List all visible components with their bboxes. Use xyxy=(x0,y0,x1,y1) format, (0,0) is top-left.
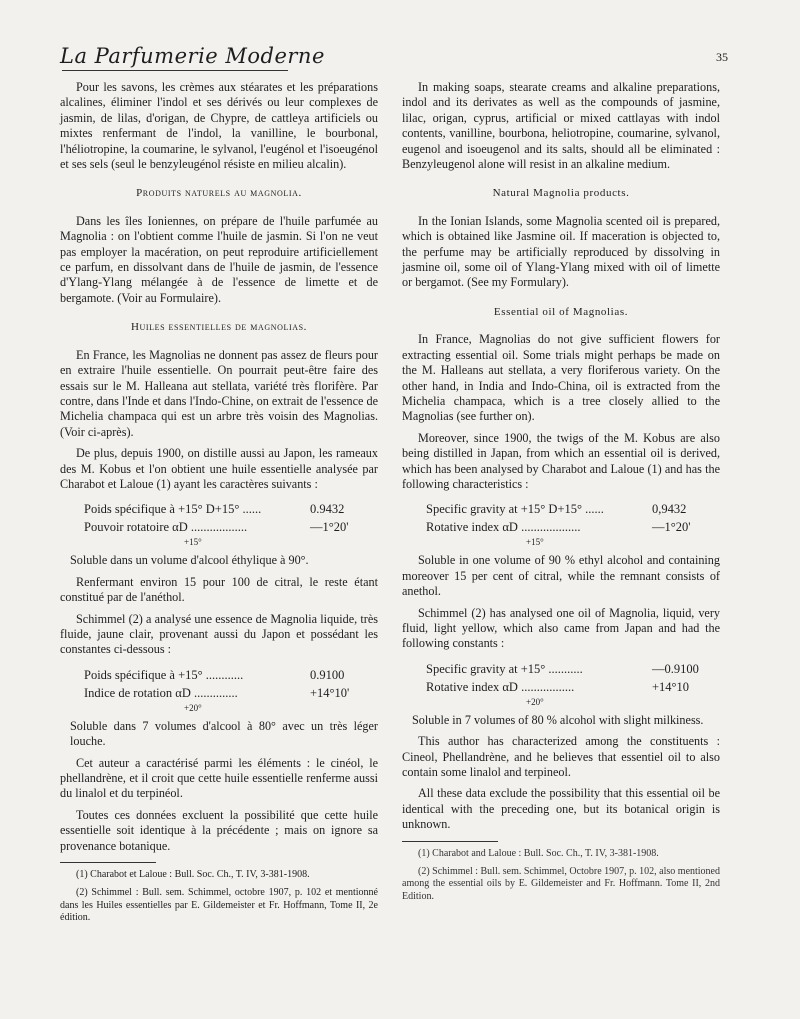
fr-spec1-note: Soluble dans un volume d'alcool éthylique à 90°. xyxy=(70,553,309,568)
spec-label: Specific gravity at +15° D+15° ...... xyxy=(426,502,604,517)
en-spec1-subscript: +15° xyxy=(526,537,544,548)
spec-label: Pouvoir rotatoire αD .................. xyxy=(84,520,248,535)
en-heading-essential-oils: Essential oil of Magnolias. xyxy=(493,305,629,318)
en-spec1-row-rotation xyxy=(426,520,720,538)
fr-paragraph-conclusion: Toutes ces données excluent la possibilité que cette huile essentielle soit identique à la précédente ; mais on ignore sa provenance botanique. xyxy=(60,807,378,853)
fr-spec1-row-gravity xyxy=(84,502,378,520)
fr-spec2-note: Soluble dans 7 volumes d'alcool à 80° avec un très léger louche. xyxy=(70,718,378,749)
fr-intro-paragraph: Pour les savons, les crèmes aux stéarates et les préparations alcalines, éliminer l'indol et ses dérivés ou leur complexes de jasmin, de lilas, d'origan, de Chypre, de cattleya artificiels ou mixtes renfermant de l'indol, la vanilline, le bourbonal, l'héliotropine, la coumarine, le sylvanol, l'eugénol et l'isoeugénol et ses sels (seul le benzyleugénol résiste en milieu alcalin). xyxy=(60,80,378,172)
english-column xyxy=(402,80,720,909)
fr-paragraph-ionian: Dans les îles Ioniennes, on prépare de l'huile parfumée au Magnolia : on l'obtient comme l'huile de jasmin. Si l'on ne veut pas employer la macération, on peut reproduire artificiellement ce parfum, en dissolvant dans de l'huile de jasmin, de l'essence d'Ylang-Ylang mélangée à de l'essence de limette et de bergamote. (Voir au Formulaire). xyxy=(60,213,378,305)
fr-footnote-2: (2) Schimmel : Bull. sem. Schimmel, octobre 1907, p. 102 et mentionné dans les Huiles essentielles par E. Gildemeister et Fr. Hoffmann, Tome II, 2e édition. xyxy=(60,887,378,924)
spec-value: 0.9100 xyxy=(310,667,345,682)
en-paragraph-constituents: This author has characterized among the constituents : Cineol, Phellandrène, and he believes that essentiel oil to also contain some linalol and terpineol. xyxy=(402,734,720,779)
en-footnote-1: (1) Charabot and Laloue : Bull. Soc. Ch., T. IV, 3-381-1908. xyxy=(418,847,659,859)
en-heading-natural-products: Natural Magnolia products. xyxy=(492,187,630,200)
fr-spec1-subscript: +15° xyxy=(184,537,202,548)
french-column xyxy=(60,80,378,931)
fr-heading-natural-products: Produits naturels au magnolia. xyxy=(136,187,302,200)
spec-value: —1°20' xyxy=(652,520,691,535)
spec-label: Poids spécifique à +15° ............ xyxy=(84,667,244,682)
fr-paragraph-japan: De plus, depuis 1900, on distille aussi au Japon, les rameaux des M. Kobus et l'on obtient une huile essentielle analysée par Charabot et Laloue (1) ayant les caractères suivants : xyxy=(60,446,378,491)
fr-footnote-1: (1) Charabot et Laloue : Bull. Soc. Ch., T. IV, 3-381-1908. xyxy=(76,869,310,881)
fr-spec2-row-gravity xyxy=(84,668,378,686)
spec-value: +14°10 xyxy=(652,679,690,694)
fr-paragraph-france: En France, les Magnolias ne donnent pas assez de fleurs pour en extraire l'huile essentielle. On pourrait peut-être faire des essais sur le M. Halleana aut stellata, variété très florifère. Par contre, dans l'Inde et dans l'Indo-Chine, on extrait de l'essence de Michelia champaca qui est un arbre très voisin des Magnolias. (Voir ci-après). xyxy=(60,347,378,439)
page-number: 35 xyxy=(716,50,728,64)
fr-spec-table-2 xyxy=(84,668,378,713)
spec-label: Indice de rotation αD .............. xyxy=(84,685,238,700)
en-spec-table-1 xyxy=(426,502,720,547)
fr-spec1-row-rotation xyxy=(84,520,378,538)
en-paragraph-soluble: Soluble in one volume of 90 % ethyl alcohol and containing moreover 15 per cent of citral, while the remnant consists of anethol. xyxy=(402,553,720,599)
en-paragraph-ionian: In the Ionian Islands, some Magnolia scented oil is prepared, which is obtained like Jasmine oil. If maceration is objected to, the perfume may be artificially reproduced by dissolving in jasmine oil, some oil of Ylang-Ylang mixed with oil of limette or bergamot. (See my Formulary). xyxy=(402,213,720,290)
spec-label: Rotative index αD ................. xyxy=(426,679,575,694)
fr-spec2-row-rotation xyxy=(84,686,378,704)
spec-label: Rotative index αD ................... xyxy=(426,520,581,535)
fr-heading-essential-oils: Huiles essentielles de magnolias. xyxy=(130,321,308,334)
en-spec-table-2 xyxy=(426,662,720,707)
en-footnote-2: (2) Schimmel : Bull. sem. Schimmel, Octobre 1907, p. 102, also mentioned among the essential oils by E. Gildemeister and Fr. Hoffmann. Tome II, 2nd Edition. xyxy=(402,866,720,902)
en-paragraph-france: In France, Magnolias do not give sufficient flowers for extracting essential oil. Some trials might perhaps be made on the M. Halleans aut stellata, a very floriferous variety. On the other hand, in India and Indo-China, oil is extracted from the Michelia champaca, which is a tree closely allied to the Magnolias (see further on). xyxy=(402,332,720,424)
spec-value: 0.9432 xyxy=(310,502,345,517)
en-footnote-rule xyxy=(402,841,498,842)
spec-label: Specific gravity at +15° ........... xyxy=(426,661,583,676)
spec-value: —0.9100 xyxy=(652,661,699,676)
en-spec2-row-rotation xyxy=(426,680,720,698)
page-header-title: La Parfumerie Moderne xyxy=(60,44,325,68)
en-spec2-note: Soluble in 7 volumes of 80 % alcohol with slight milkiness. xyxy=(412,712,704,727)
spec-value: 0,9432 xyxy=(652,502,687,517)
header-rule xyxy=(62,70,288,71)
en-paragraph-japan: Moreover, since 1900, the twigs of the M. Kobus are also being distilled in Japan, from which an essential oil is derived, which has been analysed by Charabot and Laloue (1) and has the following characteristics : xyxy=(402,430,720,491)
fr-spec-table-1 xyxy=(84,502,378,547)
spec-value: +14°10' xyxy=(310,685,350,700)
spec-label: Poids spécifique à +15° D+15° ...... xyxy=(84,502,262,517)
en-spec2-row-gravity xyxy=(426,662,720,680)
spec-value: —1°20' xyxy=(310,520,349,535)
fr-spec2-subscript: +20° xyxy=(184,702,202,713)
en-spec2-subscript: +20° xyxy=(526,696,544,707)
en-spec1-row-gravity xyxy=(426,502,720,520)
en-intro-paragraph: In making soaps, stearate creams and alkaline preparations, indol and its derivates as well as the compounds of jasmine, lilac, origan, cyprus, artificial or mixed cattlayas with indol contents, vanilline, bourbona, heliotropine, coumarine, sylvanol, eugenol and isoeugenol and its salts, should all be eliminated : Benzyleugenol alone will resist in an alkaline medium. xyxy=(402,80,720,172)
en-paragraph-conclusion: All these data exclude the possibility that this essential oil be identical with the preceding one, but its botanical origin is unknown. xyxy=(402,786,720,832)
en-paragraph-schimmel: Schimmel (2) has analysed one oil of Magnolia, liquid, very fluid, light yellow, which also came from Japan and had the following constants : xyxy=(402,605,720,651)
fr-paragraph-citral: Renfermant environ 15 pour 100 de citral, le reste étant constitué par de l'anéthol. xyxy=(60,574,378,605)
fr-paragraph-schimmel: Schimmel (2) a analysé une essence de Magnolia liquide, très fluide, jaune clair, provenant aussi du Japon et possédant les constantes ci-dessous : xyxy=(60,611,378,657)
fr-paragraph-constituents: Cet auteur a caractérisé parmi les éléments : le cinéol, le phellandrène, et il croit que cette huile essentielle renferme aussi du linalol et du terpinéol. xyxy=(60,755,378,801)
fr-footnote-rule xyxy=(60,862,156,863)
